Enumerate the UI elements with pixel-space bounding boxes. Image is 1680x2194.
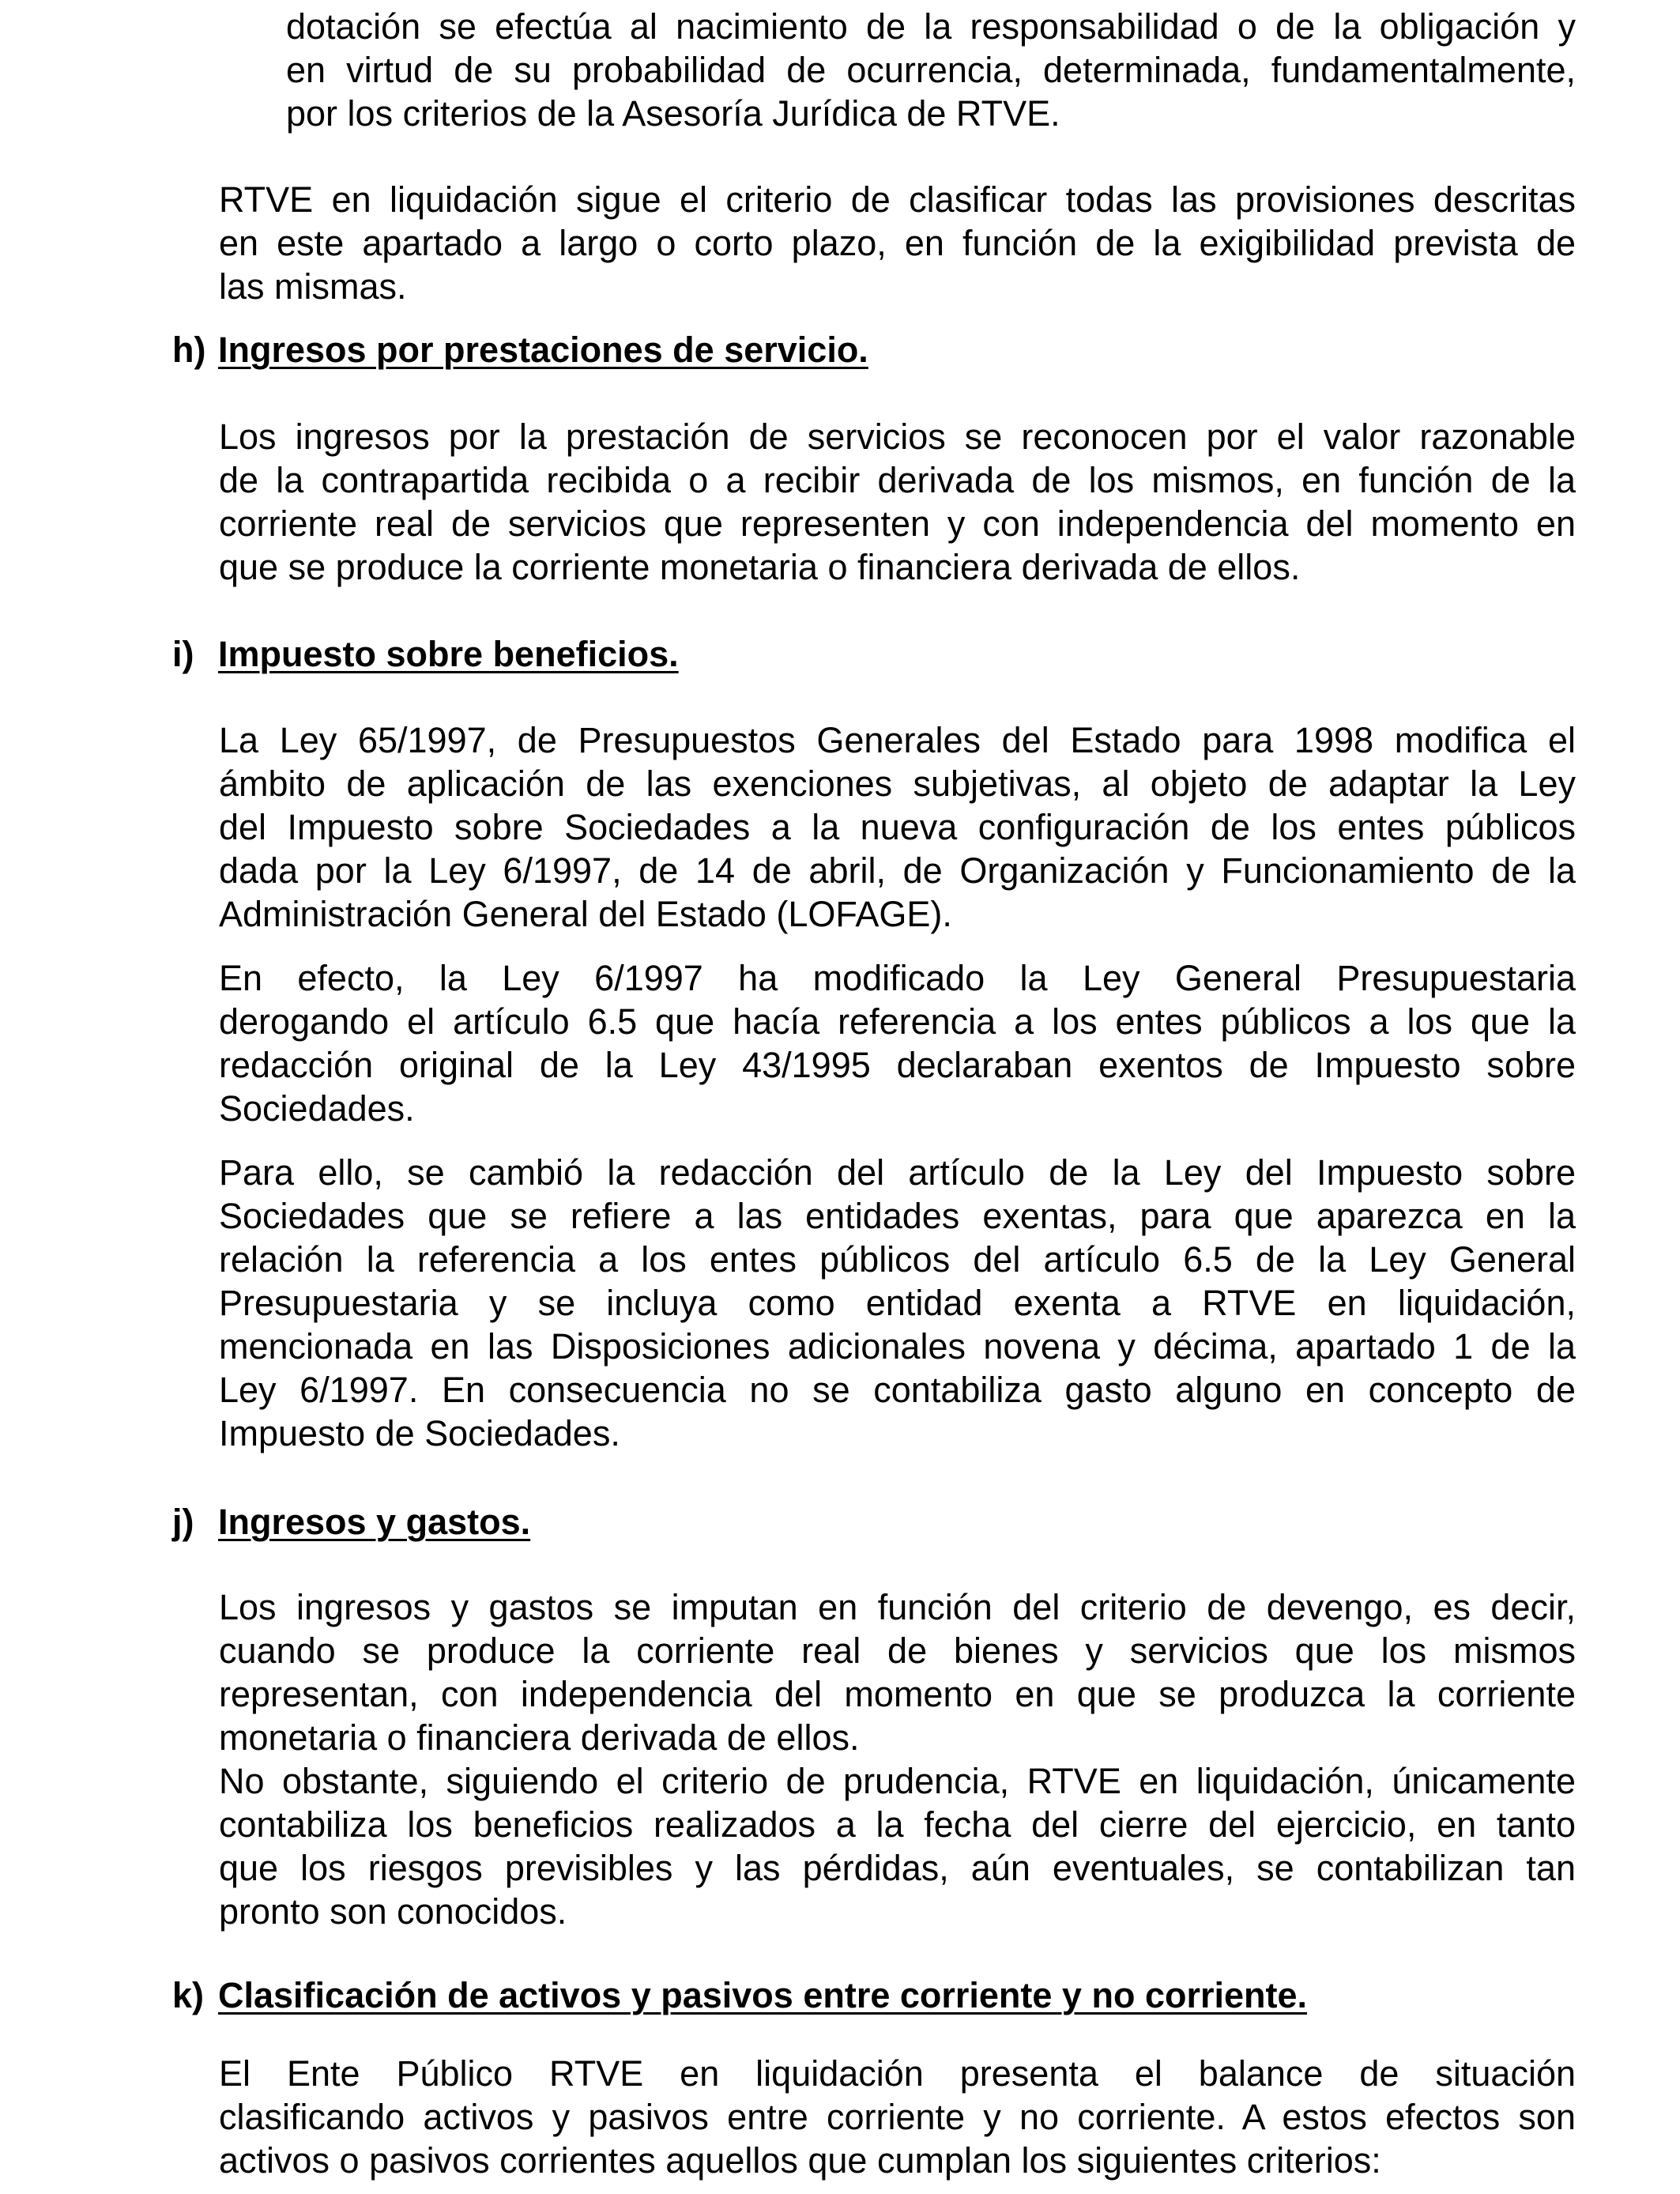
section-title: Ingresos y gastos. xyxy=(218,1502,531,1542)
text-line: activos o pasivos corrientes aquellos que cumplan los siguientes criterios: xyxy=(219,2140,1381,2181)
text-line: pronto son conocidos. xyxy=(219,1891,567,1932)
section-title: Impuesto sobre beneficios. xyxy=(218,634,679,674)
intro-indented-paragraph xyxy=(286,5,1576,135)
text-line: contabiliza los beneficios realizados a la fecha del cierre del ejercicio, en tanto xyxy=(219,1804,1576,1845)
section-title: Clasificación de activos y pasivos entre corriente y no corriente. xyxy=(218,1975,1308,2015)
text-line: las mismas. xyxy=(219,266,407,307)
section-k-paragraph xyxy=(219,2052,1576,2182)
section-h-heading xyxy=(172,328,868,371)
text-line: mencionada en las Disposiciones adicionales novena y décima, apartado 1 de la xyxy=(219,1326,1576,1367)
section-letter: j) xyxy=(172,1502,194,1542)
text-line: relación la referencia a los entes públicos del artículo 6.5 de la Ley General xyxy=(219,1239,1576,1280)
text-line: Impuesto de Sociedades. xyxy=(219,1413,620,1453)
text-line: por los criterios de la Asesoría Jurídica de RTVE. xyxy=(286,93,1060,134)
section-letter: i) xyxy=(172,634,194,674)
text-line: Presupuestaria y se incluya como entidad exenta a RTVE en liquidación, xyxy=(219,1283,1576,1323)
text-line: Administración General del Estado (LOFAGE). xyxy=(219,894,952,934)
text-line: dotación se efectúa al nacimiento de la responsabilidad o de la obligación y xyxy=(286,6,1576,47)
section-i-paragraph-3 xyxy=(219,1151,1576,1455)
text-line: de la contrapartida recibida o a recibir derivada de los mismos, en función de la xyxy=(219,460,1576,500)
text-line: derogando el artículo 6.5 que hacía referencia a los entes públicos a los que la xyxy=(219,1001,1576,1042)
text-line: Los ingresos por la prestación de servicios se reconocen por el valor razonable xyxy=(219,417,1576,457)
text-line: Ley 6/1997. En consecuencia no se contabiliza gasto alguno en concepto de xyxy=(219,1370,1576,1410)
text-line: que se produce la corriente monetaria o financiera derivada de ellos. xyxy=(219,547,1301,587)
text-line: del Impuesto sobre Sociedades a la nueva configuración de los entes públicos xyxy=(219,807,1576,847)
text-line: dada por la Ley 6/1997, de 14 de abril, de Organización y Funcionamiento de la xyxy=(219,850,1576,891)
text-line: En efecto, la Ley 6/1997 ha modificado la Ley General Presupuestaria xyxy=(219,958,1576,998)
text-line: clasificando activos y pasivos entre corriente y no corriente. A estos efectos son xyxy=(219,2097,1576,2137)
text-line: en virtud de su probabilidad de ocurrencia, determinada, fundamentalmente, xyxy=(286,50,1576,90)
section-j-paragraph-1 xyxy=(219,1585,1576,1759)
section-k-heading xyxy=(172,1973,1307,2017)
text-line: RTVE en liquidación sigue el criterio de clasificar todas las provisiones descritas xyxy=(219,179,1576,220)
section-j-paragraph-2 xyxy=(219,1759,1576,1933)
text-line: No obstante, siguiendo el criterio de prudencia, RTVE en liquidación, únicamente xyxy=(219,1761,1576,1801)
text-line: La Ley 65/1997, de Presupuestos Generales del Estado para 1998 modifica el xyxy=(219,720,1576,760)
text-line: corriente real de servicios que representen y con independencia del momento en xyxy=(219,503,1576,544)
text-line: El Ente Público RTVE en liquidación presenta el balance de situación xyxy=(219,2053,1576,2094)
text-line: en este apartado a largo o corto plazo, en función de la exigibilidad prevista de xyxy=(219,223,1576,263)
section-i-paragraph-2 xyxy=(219,956,1576,1130)
text-line: ámbito de aplicación de las exenciones subjetivas, al objeto de adaptar la Ley xyxy=(219,763,1576,804)
section-letter: k) xyxy=(172,1975,205,2015)
text-line: Los ingresos y gastos se imputan en función del criterio de devengo, es decir, xyxy=(219,1587,1576,1627)
text-line: redacción original de la Ley 43/1995 declaraban exentos de Impuesto sobre xyxy=(219,1045,1576,1085)
text-line: que los riesgos previsibles y las pérdidas, aún eventuales, se contabilizan tan xyxy=(219,1848,1576,1888)
text-line: cuando se produce la corriente real de bienes y servicios que los mismos xyxy=(219,1630,1576,1671)
section-letter: h) xyxy=(172,330,206,370)
section-i-paragraph-1 xyxy=(219,718,1576,936)
text-line: monetaria o financiera derivada de ellos. xyxy=(219,1717,860,1758)
text-line: Para ello, se cambió la redacción del artículo de la Ley del Impuesto sobre xyxy=(219,1152,1576,1193)
text-line: representan, con independencia del momento en que se produzca la corriente xyxy=(219,1674,1576,1714)
intro-paragraph xyxy=(219,178,1576,308)
section-j-heading xyxy=(172,1500,530,1544)
text-line: Sociedades que se refiere a las entidades exentas, para que aparezca en la xyxy=(219,1196,1576,1236)
section-h-paragraph xyxy=(219,415,1576,589)
section-title: Ingresos por prestaciones de servicio. xyxy=(218,330,868,370)
section-i-heading xyxy=(172,632,679,676)
text-line: Sociedades. xyxy=(219,1088,415,1129)
